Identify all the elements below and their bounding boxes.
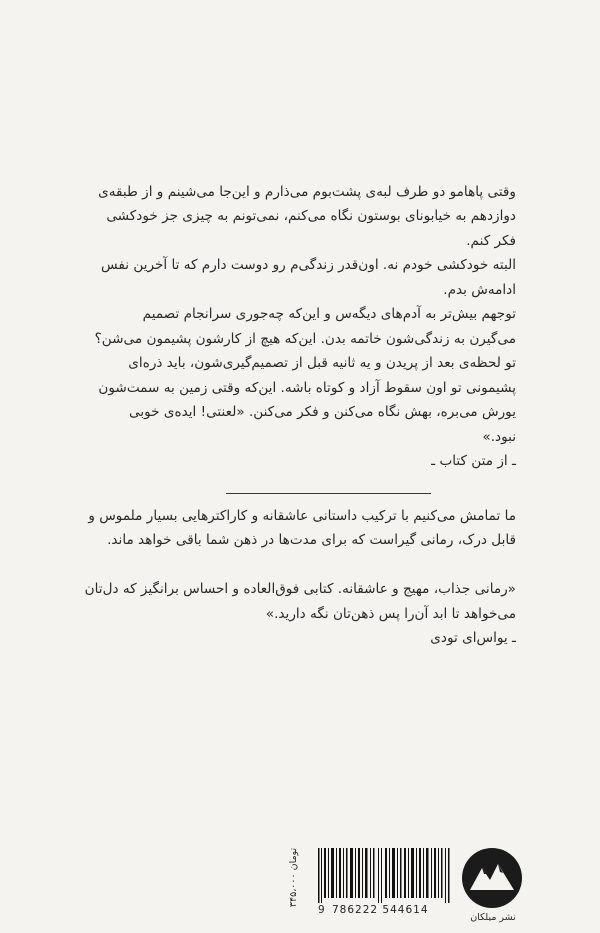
- isbn-lead-digit: 9: [318, 904, 325, 916]
- section-divider: [226, 493, 431, 494]
- quote-line: نبود.»: [482, 429, 516, 445]
- description-line: قابل درک، رمانی گیراست که برای مدت‌ها در ذهن شما باقی خواهد ماند.: [107, 532, 516, 548]
- quote-line: ادامه‌ش بدم.: [443, 282, 516, 298]
- publisher-logo: [460, 846, 524, 920]
- review-line: می‌خواهد تا ابد آن‌را پس ذهن‌تان نگه دارید.»: [265, 606, 516, 622]
- barcode-bars: [318, 848, 453, 903]
- quote-line: می‌گیرن به زندگی‌شون خاتمه بدن. این‌که هیچ از کارشون پشیمون می‌شن؟: [94, 331, 516, 347]
- quote-line: یورش می‌بره، بهش نگاه می‌کنن و فکر می‌کنن. «لعنتی! ایده‌ی خوبی: [129, 404, 516, 420]
- quote-line: فکر کنم.: [466, 233, 516, 249]
- isbn-barcode: [290, 846, 455, 918]
- quote-line: تو لحظه‌ی بعد از پریدن و یه ثانیه قبل از تصمیم‌گیری‌شون، باید ذره‌ای: [128, 355, 516, 371]
- price-text: ۳۴۵،۰۰۰ تومان: [288, 847, 300, 908]
- publisher-name: نشر میلکان: [470, 912, 516, 923]
- quote-line: توجهم بیش‌تر به آدم‌های دیگه‌س و این‌که چه‌جوری سرانجام تصمیم: [142, 306, 516, 322]
- quote-line: البته خودکشی خودم نه. اون‌قدر زندگی‌م رو دوست دارم که تا آخرین نفس: [101, 257, 516, 273]
- description-line: ما تمامش می‌کنیم با ترکیب داستانی عاشقانه و کاراکترهایی بسیار ملموس و: [88, 508, 516, 524]
- quote-attribution: ـ از متن کتاب ـ: [431, 453, 516, 469]
- quote-line: پشیمونی تو اون سقوط آزاد و کوتاه باشه. این‌که وقتی زمین به سمت‌شون: [98, 380, 516, 396]
- isbn-digits: 786222 544614: [332, 904, 429, 916]
- review-line: «رمانی جذاب، مهیج و عاشقانه. کتابی فوق‌العاده و احساس برانگیز که دل‌تان: [84, 581, 516, 597]
- quote-line: دوازدهم به خیابونای بوستون نگاه می‌کنم، نمی‌تونم به چیزی جز خودکشی: [106, 208, 516, 224]
- publisher-logo-icon: [460, 846, 524, 910]
- review-source: ـ یواس‌ای تودی: [430, 630, 516, 646]
- quote-line: وقتی پاهامو دو طرف لبه‌ی پشت‌بوم می‌ذارم و این‌جا می‌شینم و از طبقه‌ی: [98, 184, 516, 200]
